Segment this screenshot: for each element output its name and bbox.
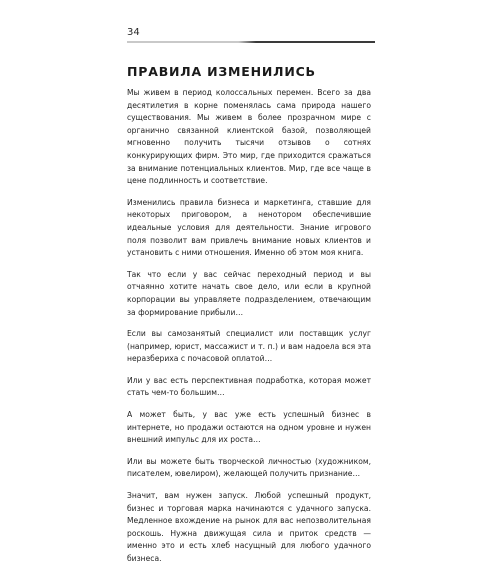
page-number: 34 bbox=[127, 27, 140, 38]
paragraph-6: А может быть, у вас уже есть успешный бизнес в интернете, но продажи остаются на одном уровне и нужен внешний импульс для их роста… bbox=[127, 410, 371, 445]
paragraph-3: Так что если у вас сейчас переходный период и вы отчаянно хотите начать свое дело, или если в крупной корпорации вы управляете подразделением, отвечающим за формирование прибыли… bbox=[127, 269, 371, 317]
body-text bbox=[127, 87, 371, 566]
paragraph-2: Изменились правила бизнеса и маркетинга, ставшие для некоторых приговором, а ненотором обеспечившие идеальные условия для деятельности. Знание игрового поля позволит вам привлечь внимание новых клиентов и установить с ними отношения. Именно об этом моя книга. bbox=[127, 197, 371, 258]
paragraph-7: Или вы можете быть творческой личностью (художником, писателем, ювелиром), желающей получить признание… bbox=[127, 456, 371, 479]
paragraph-5: Или у вас есть перспективная подработка, которая может стать чем-то большим… bbox=[127, 375, 371, 398]
paragraph-8: Значит, вам нужен запуск. Любой успешный продукт, бизнес и торговая марка начинаются с удачного запуска. Медленное вхождение на рынок для вас непозволительная роскошь. Нужна движущая сила и приток средств — именно это и есть хлеб насущный для любого удачного бизнеса. bbox=[127, 491, 371, 563]
paragraph-4: Если вы самозанятый специалист или поставщик услуг (например, юрист, массажист и т. п.) и вам надоела вся эта неразбериха с почасовой оплатой… bbox=[127, 329, 371, 364]
paragraph-1: Мы живем в период колоссальных перемен. Всего за два десятилетия в корне поменялась сама природа нашего существования. Мы живем в более прозрачном мире с органично связанной клиентской базой, позволяющей мгновенно получить тысячи отзывов о сотнях конкурирующих фирм. Это мир, где приходится сражаться за внимание потенциальных клиентов. Мир, где все чаще в цене подлинность и соответствие. bbox=[127, 88, 371, 186]
chapter-title: ПРАВИЛА ИЗМЕНИЛИСЬ bbox=[127, 64, 316, 79]
header-rule bbox=[127, 41, 375, 43]
